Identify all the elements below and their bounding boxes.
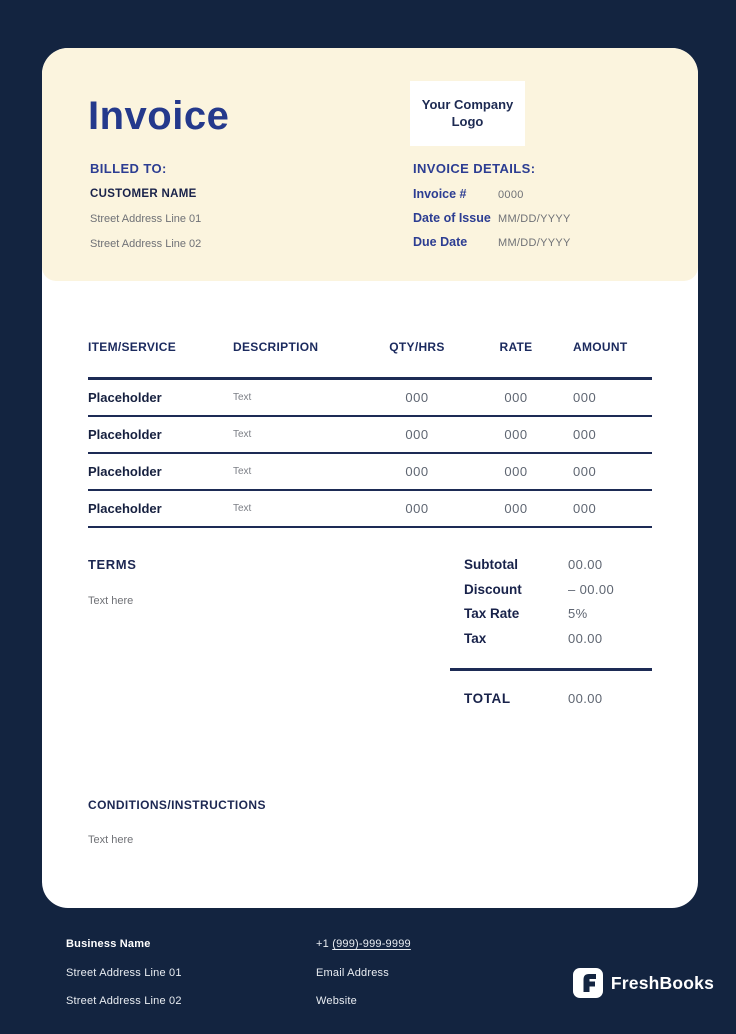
due-date-row (413, 235, 663, 249)
description-cell: Text (233, 503, 252, 514)
invoice-details-section (413, 161, 663, 249)
customer-name: CUSTOMER NAME (90, 188, 197, 200)
freshbooks-logo[interactable] (573, 968, 714, 998)
billed-to-section (90, 161, 201, 250)
column-header-item-service: ITEM/SERVICE (88, 340, 177, 354)
qty-cell: 000 (405, 501, 429, 516)
rate-cell: 000 (504, 390, 528, 405)
business-email[interactable]: Email Address (316, 966, 389, 979)
line-items-table (88, 340, 652, 528)
discount-row (450, 582, 652, 597)
summary-section (88, 557, 652, 706)
page-footer (0, 908, 736, 1034)
table-row (88, 491, 652, 528)
subtotal-label: Subtotal (464, 557, 518, 572)
business-name: Business Name (66, 938, 151, 950)
invoice-details-rows (413, 187, 663, 249)
company-logo-text: Your Company Logo (421, 96, 514, 129)
item-cell: Placeholder (88, 501, 162, 516)
invoice-details-heading: INVOICE DETAILS: (413, 161, 536, 176)
invoice-number-value: 0000 (498, 189, 524, 201)
invoice-card (42, 48, 698, 908)
totals-section (450, 557, 652, 706)
business-address-line-2: Street Address Line 02 (66, 995, 182, 1007)
freshbooks-f-icon (573, 968, 603, 998)
terms-body: Text here (88, 595, 134, 607)
customer-address-line-2: Street Address Line 02 (90, 238, 202, 250)
description-cell: Text (233, 429, 252, 440)
tax-rate-row (450, 606, 652, 621)
tax-row (450, 631, 652, 646)
qty-cell: 000 (405, 390, 429, 405)
billed-to-heading: BILLED TO: (90, 161, 167, 176)
rate-cell: 000 (504, 464, 528, 479)
phone-prefix: +1 (316, 938, 333, 950)
table-header-row (88, 340, 652, 380)
column-header-amount: AMOUNT (573, 340, 628, 354)
due-date-value: MM/DD/YYYY (498, 237, 571, 249)
invoice-number-label: Invoice # (413, 187, 467, 201)
qty-cell: 000 (405, 427, 429, 442)
invoice-number-row (413, 187, 663, 201)
invoice-header (42, 48, 698, 281)
total-row (450, 691, 652, 706)
amount-cell: 000 (573, 427, 597, 442)
date-of-issue-label: Date of Issue (413, 211, 491, 225)
qty-cell: 000 (405, 464, 429, 479)
table-row (88, 454, 652, 491)
item-cell: Placeholder (88, 464, 162, 479)
business-address-line-1: Street Address Line 01 (66, 966, 182, 979)
conditions-heading: CONDITIONS/INSTRUCTIONS (88, 797, 266, 812)
tax-label: Tax (464, 630, 487, 646)
terms-heading: TERMS (88, 557, 137, 572)
amount-cell: 000 (573, 464, 597, 479)
date-of-issue-value: MM/DD/YYYY (498, 213, 571, 225)
tax-value: 00.00 (568, 630, 603, 646)
tax-rate-value: 5% (568, 606, 588, 621)
column-header-description: DESCRIPTION (233, 340, 319, 354)
item-cell: Placeholder (88, 427, 162, 442)
totals-divider (450, 668, 652, 671)
description-cell: Text (233, 392, 252, 403)
table-row (88, 417, 652, 454)
footer-business-info (66, 938, 182, 1024)
invoice-body (42, 340, 698, 846)
subtotal-row (450, 557, 652, 572)
phone-number: (999)-999-9999 (332, 938, 411, 950)
terms-section (88, 557, 137, 706)
due-date-label: Due Date (413, 235, 468, 249)
footer-contact-info (316, 938, 411, 1024)
subtotal-value: 00.00 (568, 557, 603, 572)
total-value: 00.00 (568, 690, 603, 706)
date-of-issue-row (413, 211, 663, 225)
conditions-section (88, 798, 652, 846)
tax-rate-label: Tax Rate (464, 606, 520, 621)
total-label: TOTAL (464, 690, 511, 706)
rate-cell: 000 (504, 427, 528, 442)
discount-label: Discount (464, 581, 522, 597)
conditions-body: Text here (88, 833, 134, 846)
column-header-qty-hrs: QTY/HRS (389, 340, 445, 354)
item-cell: Placeholder (88, 390, 162, 405)
discount-value: – 00.00 (568, 581, 615, 597)
business-phone[interactable] (316, 938, 411, 950)
amount-cell: 000 (573, 390, 597, 405)
description-cell: Text (233, 466, 252, 477)
column-header-rate: RATE (499, 340, 533, 354)
customer-address-line-1: Street Address Line 01 (90, 213, 202, 225)
amount-cell: 000 (573, 501, 597, 516)
table-row (88, 380, 652, 417)
freshbooks-wordmark: FreshBooks (610, 972, 714, 993)
page-title: Invoice (88, 94, 230, 138)
company-logo-placeholder (410, 81, 525, 146)
rate-cell: 000 (504, 501, 528, 516)
business-website[interactable]: Website (316, 995, 357, 1007)
